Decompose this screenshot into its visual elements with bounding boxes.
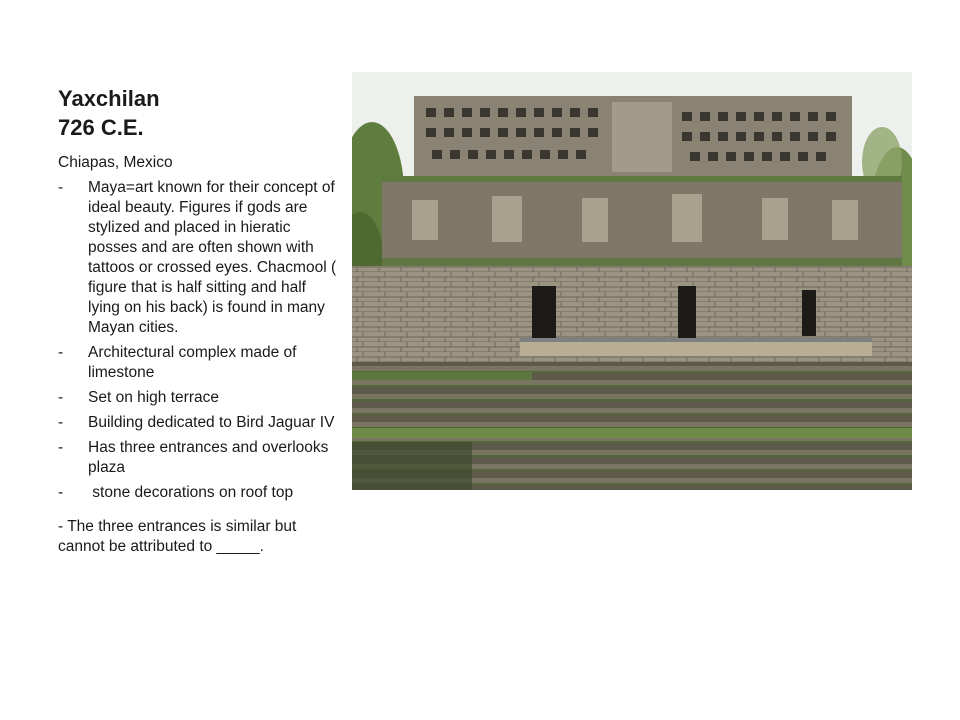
bullet-marker: -: [58, 389, 64, 406]
bullet-item: [58, 343, 340, 383]
location-text: Chiapas, Mexico: [58, 154, 173, 171]
title-site-name: Yaxchilan: [58, 86, 160, 111]
frieze: [382, 176, 902, 266]
bullet-item: [58, 438, 340, 478]
bullet-marker: -: [58, 179, 64, 196]
slide-title: [58, 84, 160, 142]
bullet-text: Building dedicated to Bird Jaguar IV: [88, 414, 335, 431]
bullet-text: Maya=art known for their concept of ideal beauty. Figures if gods are stylized and placed in hieratic posses and are often shown with tattoos or crossed eyes. Chacmool ( figure that is half sitting and half lying on his back) is found in many Mayan cities.: [88, 179, 337, 336]
bullet-text: Has three entrances and overlooks plaza: [88, 439, 329, 476]
bullet-marker: -: [58, 414, 64, 431]
lower-wall: [352, 266, 912, 364]
bullet-item: [58, 388, 340, 408]
bullet-marker: -: [58, 439, 64, 456]
terrace-steps: [352, 362, 912, 490]
bullet-text: Architectural complex made of limestone: [88, 344, 297, 381]
title-date: 726 C.E.: [58, 115, 144, 140]
bullet-item: [58, 483, 340, 503]
temple-photo: [352, 72, 912, 490]
roof-comb: [414, 96, 852, 176]
slide-body: [58, 153, 340, 562]
bullet-item: [58, 178, 340, 338]
bullet-text: stone decorations on roof top: [88, 484, 294, 501]
bullet-item: [58, 413, 340, 433]
bullet-text: Set on high terrace: [88, 389, 219, 406]
closing-note: - The three entrances is similar but cannot be attributed to _____.: [58, 518, 297, 555]
bullet-marker: -: [58, 484, 64, 501]
bullet-marker: -: [58, 344, 64, 361]
